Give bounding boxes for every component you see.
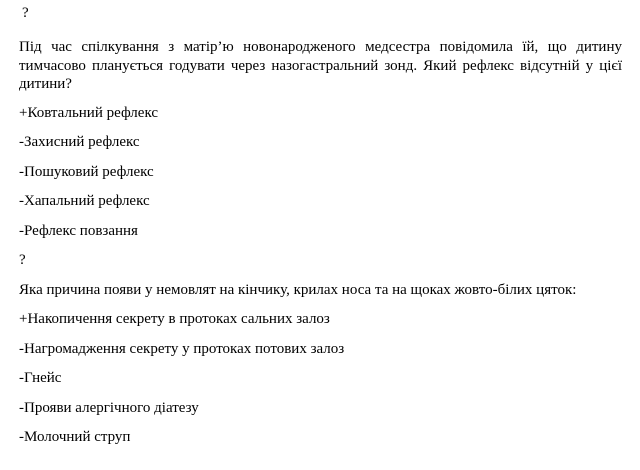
question-1-option-5: -Рефлекс повзання (19, 223, 138, 239)
question-2-option-1: +Накопичення секрету в протоках сальних залоз (19, 311, 330, 327)
question-2-option-2: -Нагромадження секрету у протоках потових залоз (19, 341, 345, 357)
question-1-option-2: -Захисний рефлекс (19, 134, 140, 150)
question-1-marker: ? (22, 5, 29, 21)
question-2-option-3: -Гнейс (19, 370, 62, 386)
question-1-text: Під час спілкування з матір’ю новонародженого медсестра повідомила їй, що дитину тимчасово планується годувати через назогастральний зонд. Який рефлекс відсутній у цієї дитини? (19, 39, 622, 92)
question-2-text: Яка причина появи у немовлят на кінчику, крилах носа та на щоках жовто-білих цяток: (19, 282, 577, 298)
question-1-option-4: -Хапальний рефлекс (19, 193, 150, 209)
question-1-option-1: +Ковтальний рефлекс (19, 105, 159, 121)
question-1-option-3: -Пошуковий рефлекс (19, 164, 154, 180)
question-2-option-5: -Молочний струп (19, 429, 131, 445)
question-2-marker: ? (19, 252, 26, 268)
question-2-option-4: -Прояви алергічного діатезу (19, 400, 199, 416)
